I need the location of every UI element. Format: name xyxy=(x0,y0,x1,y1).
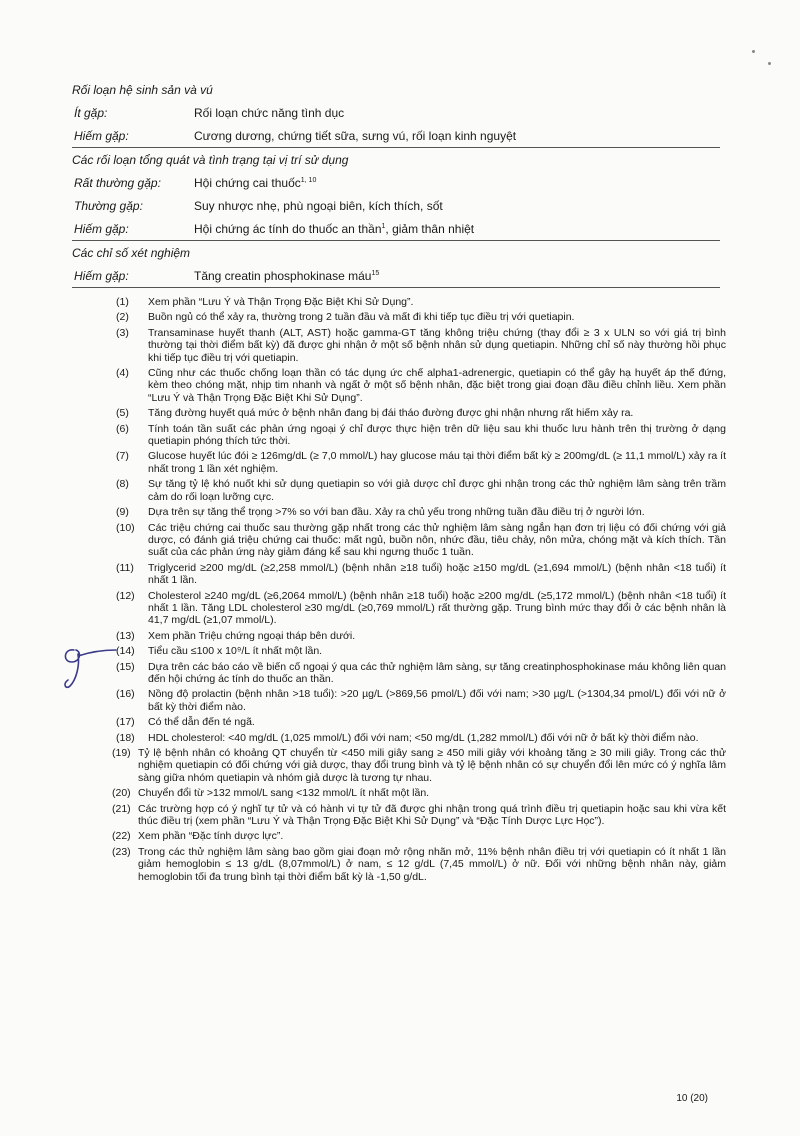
footnote-number: (2) xyxy=(116,311,129,324)
footnote xyxy=(112,830,726,842)
effect-text: Tăng creatin phosphokinase máu$^{15}$ xyxy=(194,268,380,283)
footnote xyxy=(112,846,726,883)
footnote-number: (23) xyxy=(112,845,131,858)
footnote xyxy=(116,423,726,448)
footnote xyxy=(116,367,726,404)
footnote-text: Xem phần “Đặc tính dược lực”. xyxy=(138,830,284,843)
footnote-number: (5) xyxy=(116,407,129,420)
footnote-number: (1) xyxy=(116,296,129,308)
section-header: Các rối loạn tổng quát và tình trạng tại vị trí sử dụng xyxy=(72,147,720,171)
effect-text: Suy nhược nhẹ, phù ngoại biên, kích thích, sốt xyxy=(194,198,443,213)
footnote xyxy=(116,590,726,627)
table-row xyxy=(72,217,720,240)
footnote-number: (13) xyxy=(116,629,135,642)
footnote-text: Tỷ lệ bệnh nhân có khoảng QT chuyển từ <450 mili giây sang ≥ 450 mili giây với khoảng tăng ≥ 30 mili giây. Trong các thử nghiệm quetiapin có đối chứng với giả dược, thay đổi trung bình và tỷ lệ bệnh nhân có sự chuyển đổi lên mức có ý nghĩa lâm sàng giữa nhóm quetiapin và nhóm giả dược là tương tự nhau. xyxy=(138,747,726,784)
footnote-text: Tăng đường huyết quá mức ở bệnh nhân đang bị đái tháo đường được ghi nhận nhưng rất hiếm xảy ra. xyxy=(148,407,634,420)
footnote-number: (14) xyxy=(116,645,135,658)
footnote-number: (10) xyxy=(116,521,135,534)
footnote xyxy=(116,688,726,713)
page-number: 10 (20) xyxy=(676,1093,708,1104)
frequency-label: Thường gặp: xyxy=(74,198,143,213)
footnote-text: Các trường hợp có ý nghĩ tự tử và có hành vi tự tử đã được ghi nhận trong quá trình điều trị quetiapin hoặc sau khi vừa kết thúc điều trị (xem phần “Lưu Ý và Thận Trọng Đặc Biệt Khi Sử Dụng” và “Đặc Tính Dược Lực Học”). xyxy=(138,802,726,828)
scan-speck xyxy=(752,50,755,53)
reference-sup: 1, 10 xyxy=(300,176,317,184)
footnote-number: (8) xyxy=(116,478,129,491)
footnote xyxy=(116,562,726,587)
effect-text: Hội chứng cai thuốc$^{1, 10}$ xyxy=(194,175,317,190)
frequency-label: Hiếm gặp: xyxy=(74,268,129,283)
footnote xyxy=(116,506,726,518)
handwritten-mark xyxy=(60,640,120,692)
footnote-number: (20) xyxy=(112,787,131,800)
footnote xyxy=(116,311,726,323)
footnote xyxy=(116,478,726,503)
footnote-text: HDL cholesterol: <40 mg/dL (1,025 mmol/L) đối với nam; <50 mg/dL (1,282 mmol/L) đối với nữ ở bất kỳ thời điểm nào. xyxy=(148,731,699,744)
footnote-number: (11) xyxy=(116,561,134,574)
footnote xyxy=(112,747,726,784)
footnote-text: Buồn ngủ có thể xảy ra, thường trong 2 tuần đầu và mất đi khi tiếp tục điều trị với quetiapin. xyxy=(148,311,575,324)
footnote-text: Triglycerid ≥200 mg/dL (≥2,258 mmol/L) (bệnh nhân ≥18 tuổi) hoặc ≥150 mg/dL (≥1,694 mmol/L) (bệnh nhân <18 tuổi) ít nhất 1 lần. xyxy=(148,561,726,587)
effect-text: Hội chứng ác tính do thuốc an thần$^1$, giảm thân nhiệt xyxy=(194,221,475,236)
footnote xyxy=(112,787,726,799)
footnote xyxy=(116,327,726,364)
footnote-number: (18) xyxy=(116,731,135,744)
footnote-number: (16) xyxy=(116,688,135,701)
footnote-text: Cũng như các thuốc chống loạn thần có tác dụng ức chế alpha1-adrenergic, quetiapin có thể gây hạ huyết áp thế đứng, kèm theo chóng mặt, nhịp tim nhanh và ngất ở một số bệnh nhân, đặc biệt trong giai đoạn đầu điều chỉnh liều. Xem phần “Lưu Ý và Thận Trọng Đặc Biệt Khi Sử Dụng”. xyxy=(148,367,726,404)
footnote-text: Dựa trên các báo cáo về biến cố ngoại ý qua các thử nghiệm lâm sàng, sự tăng creatinphosphokinase máu không liên quan đến hội chứng ác tính do thuốc an thần. xyxy=(148,660,726,685)
section-header: Các chỉ số xét nghiệm xyxy=(72,240,720,264)
footnotes-list xyxy=(112,296,726,886)
footnote-number: (21) xyxy=(112,802,131,815)
footnote-text: Xem phần Triệu chứng ngoại tháp bên dưới. xyxy=(148,629,356,642)
footnote-number: (17) xyxy=(116,716,135,729)
footnote-text: Cholesterol ≥240 mg/dL (≥6,2064 mmol/L) (bệnh nhân ≥18 tuổi) hoặc ≥200 mg/dL (≥5,172 mmol/L) (bệnh nhân <18 tuổi) ít nhất 1 lần. Tăng LDL cholesterol ≥30 mg/dL (≥0,769 mmol/L) rất thường gặp. Trung bình mức thay đổi ở các bệnh nhân là 41,7 mg/dL (≥1,07 mmol/L). xyxy=(148,589,726,627)
table-row xyxy=(72,194,720,217)
footnote-text: Dựa trên sự tăng thể trọng >7% so với ban đầu. Xảy ra chủ yếu trong những tuần đầu điều trị ở người lớn. xyxy=(148,506,645,519)
reference-sup: 15 xyxy=(371,269,380,277)
scan-speck xyxy=(768,62,771,65)
footnote-number: (6) xyxy=(116,422,129,435)
footnote-text: Transaminase huyết thanh (ALT, AST) hoặc gamma-GT tăng không triệu chứng (thay đổi ≥ 3 x ULN so với giá trị bình thường tại thời điểm bất kỳ) đã được ghi nhận ở một số bệnh nhân sử dụng quetiapin. Những chỉ số này thường hồi phục khi tiếp tục điều trị với quetiapin. xyxy=(148,326,726,364)
footnote-number: (19) xyxy=(112,747,131,759)
footnote xyxy=(116,716,726,728)
table-row xyxy=(72,101,720,124)
footnote-text: Xem phần “Lưu Ý và Thận Trọng Đặc Biệt Khi Sử Dụng”. xyxy=(148,296,414,308)
footnote-text: Có thể dẫn đến té ngã. xyxy=(148,716,255,729)
frequency-label: Hiếm gặp: xyxy=(74,221,129,236)
footnote xyxy=(116,732,726,744)
footnote-text: Tiểu cầu ≤100 x 10⁹/L ít nhất một lần. xyxy=(148,645,323,658)
frequency-label: Ít gặp: xyxy=(74,105,108,120)
footnote-number: (4) xyxy=(116,367,129,380)
footnote-text: Trong các thử nghiệm lâm sàng bao gồm giai đoạn mở rộng nhãn mở, 11% bệnh nhân điều trị với quetiapin có ít nhất 1 lần giảm hemoglobin ≤ 13 g/dL (8,07mmol/L) ở nam, ≤ 12 g/dL (7,45 mmol/L) ở nữ. Đối với những bệnh nhân này, giảm hemoglobin tối đa trung bình tại thời điểm bất kỳ là -1,50 g/dL. xyxy=(138,845,726,883)
section-header: Rối loạn hệ sinh sản và vú xyxy=(72,82,213,97)
effect-text: Rối loạn chức năng tình dục xyxy=(194,105,345,120)
footnote-number: (15) xyxy=(116,660,135,673)
footnote-text: Nồng độ prolactin (bệnh nhân >18 tuổi): >20 µg/L (>869,56 pmol/L) đối với nam; >30 µg/L (>1304,34 pmol/L) đối với nữ ở bất kỳ thời điểm nào. xyxy=(148,688,726,713)
table-row xyxy=(72,264,720,287)
footnote xyxy=(116,407,726,419)
table-bottom-rule xyxy=(72,287,720,288)
frequency-label: Hiếm gặp: xyxy=(74,128,129,143)
footnote-number: (12) xyxy=(116,589,135,602)
footnote xyxy=(116,661,726,686)
footnote-text: Glucose huyết lúc đói ≥ 126mg/dL (≥ 7,0 mmol/L) hay glucose máu tại thời điểm bất kỳ ≥ 200mg/dL (≥ 11,1 mmol/L) xảy ra ít nhất trong 1 lần xét nghiệm. xyxy=(148,450,726,475)
table-row xyxy=(72,124,720,147)
footnote xyxy=(116,296,726,308)
reference-sup: 1 xyxy=(381,222,386,230)
footnote-number: (9) xyxy=(116,506,129,519)
table-row xyxy=(72,171,720,194)
footnote-number: (7) xyxy=(116,450,129,463)
footnote-number: (22) xyxy=(112,830,131,843)
footnote-text: Sự tăng tỷ lệ khó nuốt khi sử dụng quetiapin so với giả dược chỉ được ghi nhận trong các thử nghiệm lâm sàng trên trầm cảm do rối loạn lưỡng cực. xyxy=(148,478,726,503)
footnote xyxy=(116,645,726,657)
footnote xyxy=(116,450,726,475)
footnote xyxy=(116,522,726,559)
adverse-effects-table xyxy=(72,78,720,288)
footnote xyxy=(116,630,726,642)
effect-text: Cương dương, chứng tiết sữa, sưng vú, rối loạn kinh nguyệt xyxy=(194,128,517,143)
footnote xyxy=(112,803,726,828)
footnote-text: Các triệu chứng cai thuốc sau thường gặp nhất trong các thử nghiệm lâm sàng ngắn hạn đơn trị liệu có đối chứng với giả dược, có đánh giá triệu chứng cai thuốc: mất ngủ, buồn nôn, nhức đầu, tiêu chảy, nôn mửa, chóng mặt và kích thích. Tần suất của các phản ứng này giảm đáng kể sau khi ngưng thuốc 1 tuần. xyxy=(148,521,726,559)
footnote-text: Chuyển đổi từ >132 mmol/L sang <132 mmol/L ít nhất một lần. xyxy=(138,787,430,800)
frequency-label: Rất thường gặp: xyxy=(74,175,161,190)
footnote-number: (3) xyxy=(116,326,129,339)
footnote-text: Tính toán tần suất các phản ứng ngoại ý chỉ được thực hiện trên dữ liệu sau khi thuốc lưu hành trên thị trường ở dạng quetiapin phóng thích tức thời. xyxy=(148,422,726,448)
